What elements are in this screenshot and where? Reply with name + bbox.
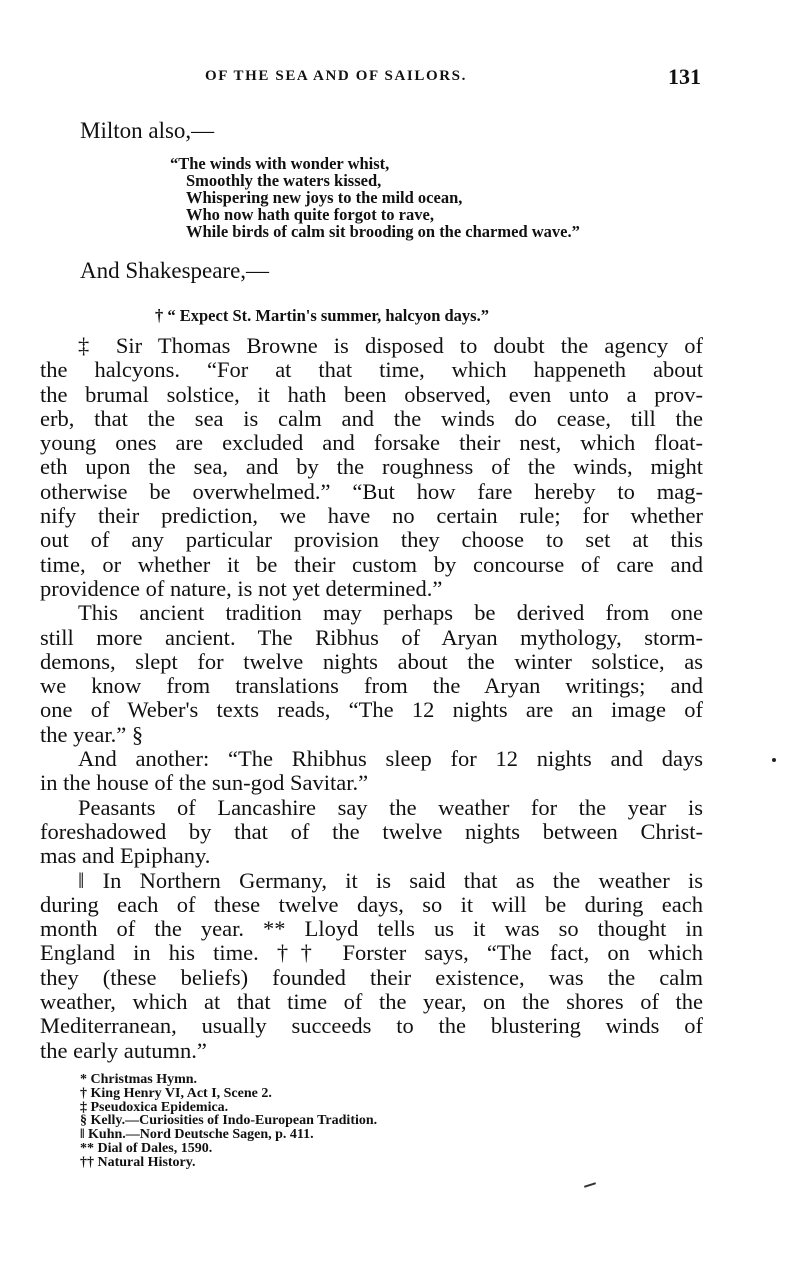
text-line: time, or whether it be their custom by concourse of care and (40, 551, 703, 577)
text-line: providence of nature, is not yet determined.” (40, 575, 443, 601)
text-line: ‡ Sir Thomas Browne is disposed to doubt the agency of (78, 333, 703, 358)
running-head: OF THE SEA AND OF SAILORS. (205, 68, 467, 84)
footnote: ‖ Kuhn.—Nord Deutsche Sagen, p. 411. (80, 1127, 314, 1143)
text-line: one of Weber's texts reads, “The 12 nights are an image of (40, 697, 703, 723)
text-line: nify their prediction, we have no certain rule; for whether (40, 503, 703, 529)
milton-intro: Milton also,— (80, 118, 215, 143)
footnote: ** Dial of Dales, 1590. (80, 1140, 213, 1156)
shakespeare-intro: And Shakespeare,— (80, 258, 270, 283)
text-line: young ones are excluded and forsake their nest, which float- (40, 430, 703, 456)
text-line: Mediterranean, usually succeeds to the blustering winds of (40, 1013, 703, 1039)
text-line: mas and Epiphany. (40, 843, 211, 869)
text-line: out of any particular provision they choose to set at this (40, 527, 703, 553)
shakespeare-quote: † “ Expect St. Martin's summer, halcyon days.” (155, 306, 489, 325)
footnote: § Kelly.—Curiosities of Indo-European Tradition. (80, 1113, 378, 1129)
paragraph (40, 747, 703, 796)
text-line: This ancient tradition may perhaps be derived from one (78, 600, 703, 626)
text-line: the early autumn.” (40, 1037, 207, 1063)
text-line: demons, slept for twelve nights about the winter solstice, as (40, 648, 703, 674)
scan-mark (584, 1182, 596, 1188)
poem-line: Smoothly the waters kissed, (186, 171, 382, 190)
footnote: †† Natural History. (80, 1154, 196, 1170)
body-text (40, 334, 703, 1063)
poem-line: Who now hath quite forgot to rave, (186, 205, 434, 224)
poem-line: “The winds with wonder whist, (170, 154, 390, 173)
milton-poem (170, 155, 580, 240)
footnote: * Christmas Hymn. (80, 1072, 198, 1087)
footnote: ‡ Pseudoxica Epidemica. (80, 1099, 229, 1115)
text-line: during each of these twelve days, so it will be during each (40, 891, 703, 917)
footnote: † King Henry VI, Act I, Scene 2. (80, 1085, 272, 1101)
text-line: eth upon the sea, and by the roughness of the winds, might (40, 454, 703, 480)
paragraph (40, 334, 703, 601)
text-line: weather, which at that time of the year, on the shores of the (40, 989, 703, 1015)
text-line: And another: “The Rhibhus sleep for 12 nights and days (78, 746, 703, 772)
paragraph (40, 869, 703, 1063)
paragraph (40, 796, 703, 869)
text-line: the halcyons. “For at that time, which happeneth about (40, 357, 703, 383)
text-line: foreshadowed by that of the twelve nights between Christ- (40, 818, 703, 844)
text-line: erb, that the sea is calm and the winds do cease, till the (40, 405, 703, 431)
poem-line: While birds of calm sit brooding on the charmed wave.” (186, 222, 580, 241)
paragraph (40, 601, 703, 747)
text-line: in the house of the sun-god Savitar.” (40, 770, 369, 796)
footnotes (80, 1073, 377, 1170)
text-line: otherwise be overwhelmed.” “But how fare hereby to mag- (40, 478, 703, 504)
text-line: Peasants of Lancashire say the weather for the year is (78, 794, 703, 820)
text-line: the year.” § (40, 721, 144, 747)
text-line: England in his time. †† Forster says, “The fact, on which (40, 940, 703, 966)
text-line: ‖ In Northern Germany, it is said that as the weather is (78, 867, 703, 893)
text-line: still more ancient. The Ribhus of Aryan mythology, storm- (40, 624, 703, 650)
poem-line: Whispering new joys to the mild ocean, (186, 188, 463, 207)
text-line: we know from translations from the Aryan writings; and (40, 673, 703, 699)
text-line: they (these beliefs) founded their existence, was the calm (40, 964, 703, 990)
text-line: month of the year. ** Lloyd tells us it was so thought in (40, 916, 703, 942)
text-line: the brumal solstice, it hath been observed, even unto a prov- (40, 381, 703, 407)
scan-mark (772, 758, 776, 762)
page-number: 131 (668, 64, 701, 89)
